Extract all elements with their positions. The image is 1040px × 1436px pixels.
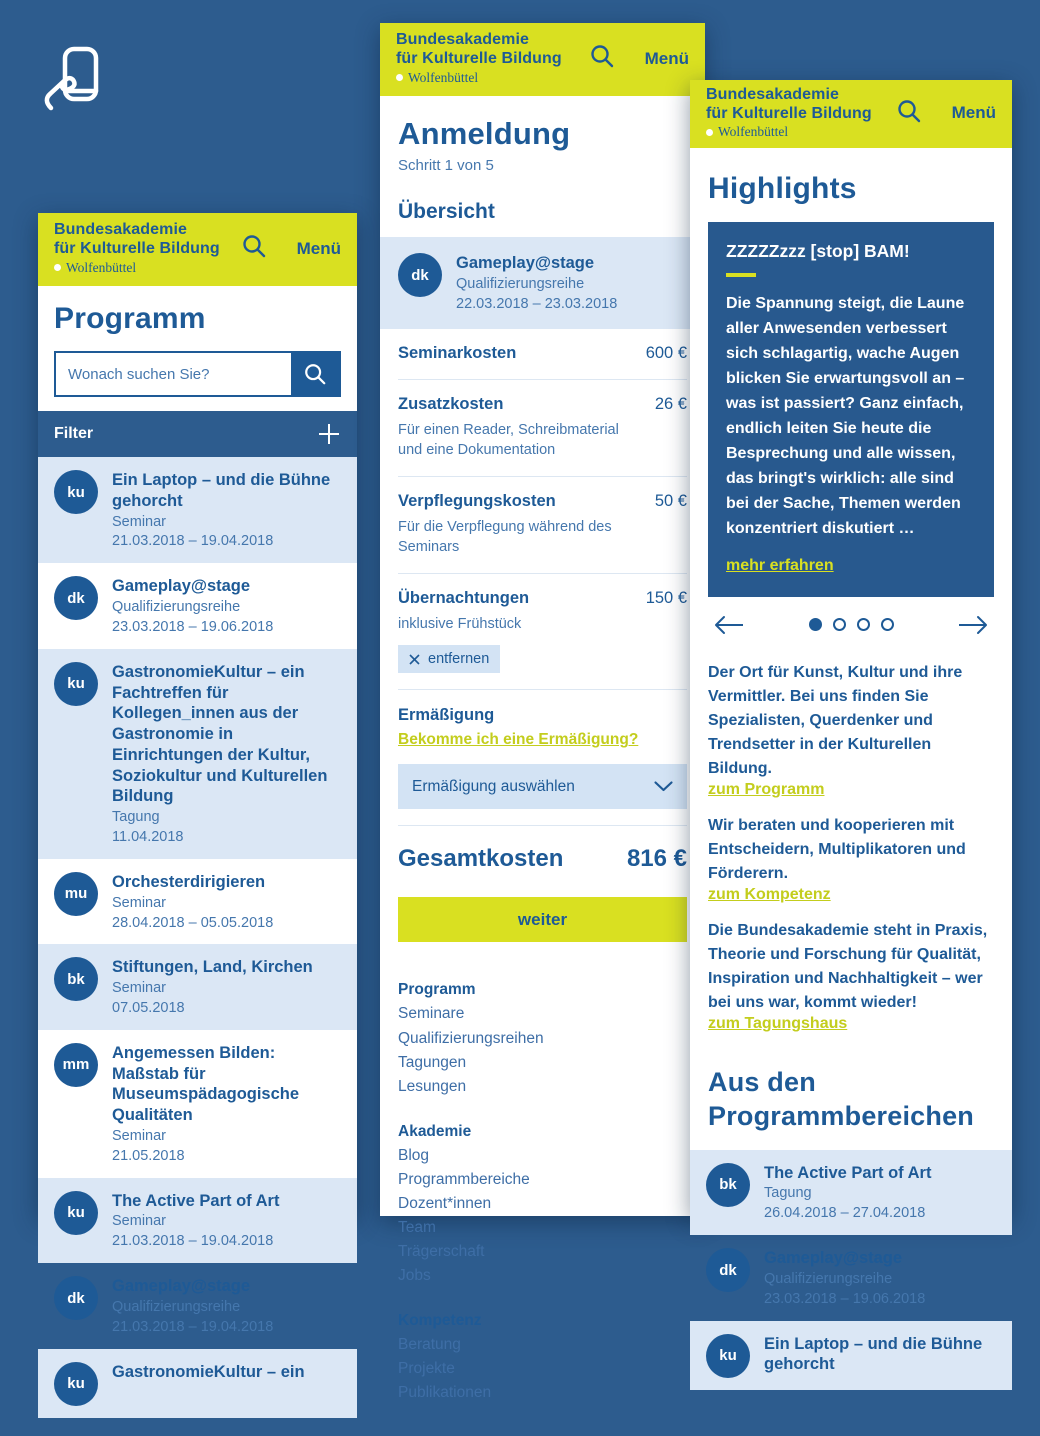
next-arrow-icon[interactable] [956,614,990,636]
footer-link[interactable]: Jobs [398,1266,431,1284]
search-icon [303,362,327,386]
category-badge: dk [398,253,442,297]
footer-link[interactable]: Seminare [398,1005,465,1023]
brand-line2: für Kulturelle Bildung [706,104,872,122]
footer-link[interactable]: Dozent*innen [398,1194,492,1212]
program-screen [38,213,357,1393]
discount-label: Ermäßigung [398,706,495,725]
kompetenz-link[interactable]: zum Kompetenz [708,885,831,903]
list-item[interactable]: mu Orchesterdirigieren Seminar 28.04.2018 – 05.05.2018 [38,859,357,944]
brand-dot-icon [706,129,713,136]
brand-line2: für Kulturelle Bildung [396,50,562,67]
list-item[interactable]: ku The Active Part of Art Seminar 21.03.2018 – 19.04.2018 [38,1178,357,1263]
discount-select[interactable]: Ermäßigung auswählen [398,764,687,809]
footer-link[interactable]: Team [398,1218,436,1236]
list-item[interactable]: dk Gameplay@stage Qualifizierungsreihe 21.03.2018 – 19.04.2018 [38,1263,357,1348]
footer-link[interactable]: Trägerschaft [398,1242,485,1260]
menu-button[interactable]: Menü [296,238,341,258]
footer-link[interactable]: Publikationen [398,1383,492,1401]
list-item[interactable]: dk Gameplay@stage Qualifizierungsreihe 23.03.2018 – 19.06.2018 [690,1235,1012,1320]
search-input[interactable] [56,353,291,395]
app-header [38,213,357,286]
brand-city-label: Wolfenbüttel [718,124,789,140]
carousel-dot[interactable] [809,618,822,631]
close-icon [409,654,420,665]
discount-section [398,690,687,826]
brand-line1: Bundesakademie [706,85,840,103]
highlight-body: Die Spannung steigt, die Laune aller Anwesenden verbessert sich schlagartig, wache Augen blicken Sie erwartungsvoll an – was ist passiert? Ganz einfach, endlich leiten Sie heute die Besprechung und alle wissen, das bringt's wirklich: alle sind bei der Sache, Themen werden konzentriert diskutiert … [726,295,965,537]
footer-link[interactable]: Beratung [398,1335,461,1353]
discount-question-link[interactable]: Bekomme ich eine Ermäßigung? [398,731,639,749]
page-title: Anmeldung [398,116,571,151]
plus-icon[interactable] [317,422,341,446]
brand-city [706,124,888,140]
search-submit-button[interactable] [291,353,339,395]
page-title: Highlights [708,172,857,205]
menu-button[interactable]: Menü [951,103,996,122]
more-link[interactable]: mehr erfahren [726,556,834,574]
hand-phone-logo [40,44,106,114]
app-header [380,23,705,96]
brand-city [54,260,233,276]
category-badge: ku [54,1191,98,1235]
highlight-card [708,222,994,597]
section-title: Aus den Programmbereichen [708,1066,974,1132]
list-item[interactable]: bk Stiftungen, Land, Kirchen Seminar 07.05.2018 [38,944,357,1029]
step-indicator: Schritt 1 von 5 [398,157,494,174]
category-badge: ku [54,662,98,706]
brand-dot-icon [54,264,61,271]
accent-bar [726,273,756,277]
app-header [690,80,1012,148]
cost-row: Übernachtungen 150 € inklusive Frühstück entfernen [398,574,687,690]
footer-link[interactable]: Programmbereiche [398,1170,530,1188]
search-icon[interactable] [241,233,267,264]
cost-row: Zusatzkosten 26 € Für einen Reader, Schreibmaterial und eine Dokumentation [398,380,687,477]
page-title: Programm [54,302,206,335]
brand-logo[interactable] [706,86,888,141]
brand-logo[interactable] [396,31,581,86]
list-item[interactable]: bk The Active Part of Art Tagung 26.04.2018 – 27.04.2018 [690,1150,1012,1235]
category-badge: mu [54,872,98,916]
chevron-down-icon [654,781,673,792]
category-badge: dk [54,576,98,620]
brand-line1: Bundesakademie [54,221,188,239]
category-badge: dk [706,1248,750,1292]
highlight-title: ZZZZZzzz [stop] BAM! [726,241,910,261]
teaser: Die Bundesakademie steht in Praxis, Theorie und Forschung für Qualität, Inspiration und Nachhaltigkeit – wer bei uns war, kommt wieder! zum Tagungshaus [708,921,988,1032]
continue-button[interactable]: weiter [398,897,687,942]
remove-overnight-button[interactable]: entfernen [398,645,500,673]
total-amount: 816 € [626,845,687,873]
program-link[interactable]: zum Programm [708,780,825,798]
carousel-dot[interactable] [881,618,894,631]
list-item[interactable]: ku Ein Laptop – und die Bühne gehorcht [690,1321,1012,1390]
menu-button[interactable]: Menü [644,48,689,68]
brand-city [396,70,581,86]
category-badge: dk [54,1276,98,1320]
footer-group-akademie: Akademie Blog Programmbereiche Dozent*innen Team Trägerschaft Jobs [398,1120,687,1288]
footer-group-programm: Programm Seminare Qualifizierungsreihen Tagungen Lesungen [398,978,687,1098]
category-badge: ku [54,1362,98,1406]
brand-dot-icon [396,74,403,81]
footer-link[interactable]: Lesungen [398,1077,467,1095]
footer-link[interactable]: Blog [398,1146,430,1164]
carousel-dot[interactable] [833,618,846,631]
footer-link[interactable]: Tagungen [398,1053,467,1071]
brand-line1: Bundesakademie [396,31,530,49]
list-item[interactable]: mm Angemessen Bilden: Maßstab für Museumspädagogische Qualitäten Seminar 21.05.2018 [38,1030,357,1178]
program-search [54,351,341,397]
category-badge: ku [54,470,98,514]
program-list [38,457,357,1418]
carousel-controls [708,597,994,646]
list-item[interactable]: ku Ein Laptop – und die Bühne gehorcht Seminar 21.03.2018 – 19.04.2018 [38,457,357,563]
footer-group-kompetenz: Kompetenz Beratung Projekte Publikationen [398,1309,687,1405]
footer-navigation [398,978,687,1435]
brand-city-label: Wolfenbüttel [66,259,137,275]
teaser: Der Ort für Kunst, Kultur und ihre Vermittler. Bei uns finden Sie Spezialisten, Querdenker und Trendsetter in der Kulturellen Bildung. zum Programm [708,663,963,798]
cost-row: Verpflegungskosten 50 € Für die Verpflegung während des Seminars [398,477,687,574]
filter-label: Filter [54,425,94,442]
footer-link[interactable]: Qualifizierungsreihen [398,1029,544,1047]
category-badge: ku [706,1334,750,1378]
carousel-dots [809,618,894,631]
carousel-dot[interactable] [857,618,870,631]
search-icon[interactable] [896,98,922,129]
list-item[interactable]: ku GastronomieKultur – ein [38,1349,357,1418]
prev-arrow-icon[interactable] [712,614,746,636]
footer-link[interactable]: Projekte [398,1359,455,1377]
search-icon[interactable] [589,43,615,74]
brand-line2: für Kulturelle Bildung [54,240,220,257]
brand-city-label: Wolfenbüttel [408,69,479,85]
cost-row: Seminarkosten 600 € [398,329,687,380]
selected-course[interactable]: dk Gameplay@stage Qualifizierungsreihe 22.03.2018 – 23.03.2018 [380,237,705,329]
list-item[interactable]: ku GastronomieKultur – ein Fachtreffen für Kollegen_innen aus der Gastronomie in Einrichtungen der Kultur, Soziokultur und Kulturellen Bildung Tagung 11.04.2018 [38,649,357,859]
program-areas-list [690,1150,1012,1390]
filter-toggle[interactable] [38,411,357,457]
category-badge: mm [54,1043,98,1087]
brand-logo[interactable] [54,221,233,276]
category-badge: bk [706,1163,750,1207]
highlights-screen [690,80,1012,1374]
teaser: Wir beraten und kooperieren mit Entscheidern, Multiplikatoren und Förderern. zum Kompetenz [708,816,966,903]
category-badge: bk [54,957,98,1001]
total-row: Gesamtkosten 816 € [398,845,687,873]
section-title: Übersicht [398,200,495,223]
registration-screen [380,23,705,1401]
list-item[interactable]: dk Gameplay@stage Qualifizierungsreihe 23.03.2018 – 19.06.2018 [38,563,357,648]
tagungshaus-link[interactable]: zum Tagungshaus [708,1014,848,1032]
